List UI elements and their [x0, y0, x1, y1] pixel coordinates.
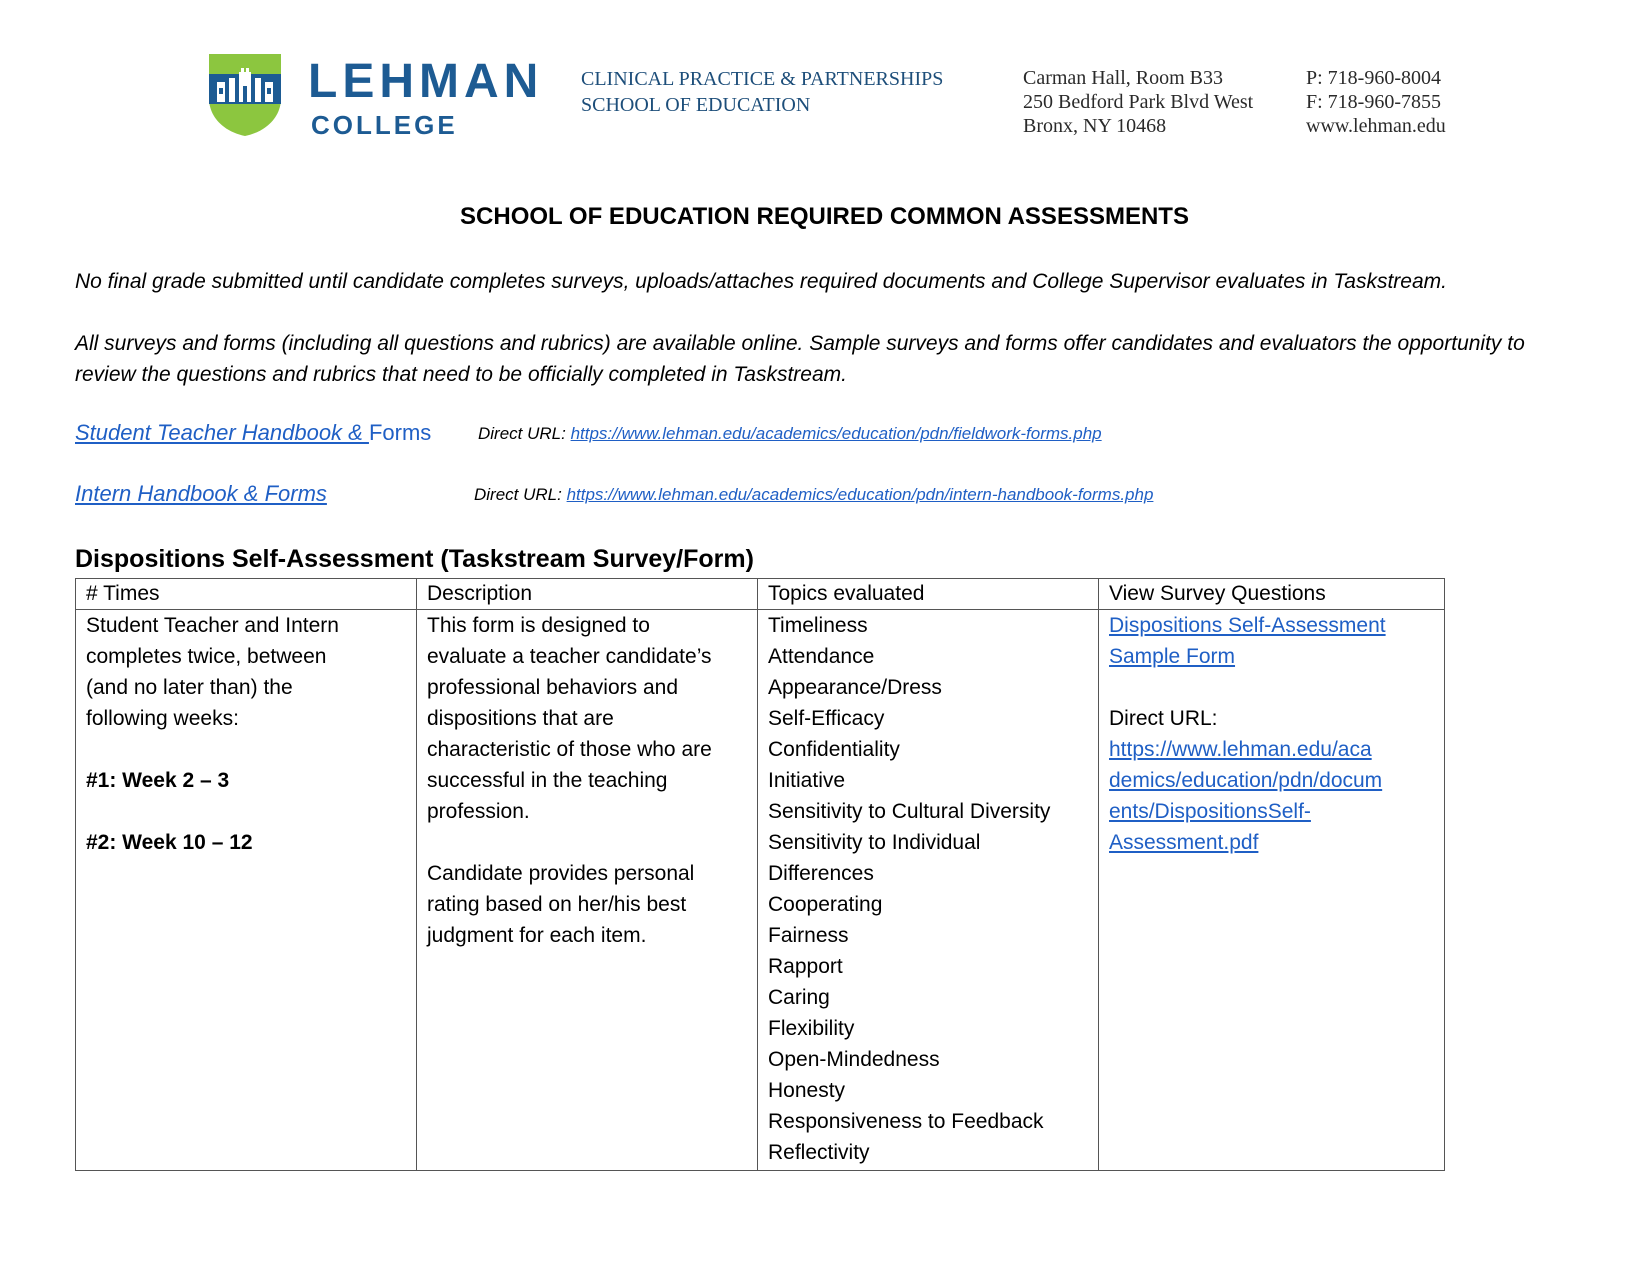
topic-item: Confidentiality	[768, 738, 900, 761]
times-line: completes twice, between	[86, 645, 327, 668]
department-line: CLINICAL PRACTICE & PARTNERSHIPS	[581, 68, 944, 90]
topic-item: Fairness	[768, 924, 849, 947]
view-survey-cell	[1099, 610, 1445, 1171]
topic-item: Caring	[768, 986, 830, 1009]
table-row	[76, 610, 1445, 1171]
description-line: rating based on her/his best	[427, 893, 687, 916]
section-title: Dispositions Self-Assessment (Taskstream Survey/Form)	[75, 545, 754, 573]
description-line: profession.	[427, 800, 530, 823]
column-header: # Times	[76, 579, 417, 610]
description-line: characteristic of those who are	[427, 738, 712, 761]
direct-url-label: Direct URL:	[1109, 707, 1218, 730]
brand-subtitle: COLLEGE	[311, 110, 458, 140]
topic-item: Self-Efficacy	[768, 707, 885, 730]
topic-item: Differences	[768, 862, 874, 885]
topic-item: Timeliness	[768, 614, 868, 637]
dispositions-pdf-url-link[interactable]: Assessment.pdf	[1109, 831, 1259, 854]
week-2-window: #2: Week 10 – 12	[86, 831, 253, 854]
fax-line: F: 718-960-7855	[1306, 91, 1441, 113]
dispositions-pdf-url-link[interactable]: https://www.lehman.edu/aca	[1109, 738, 1372, 761]
address-block	[1023, 66, 1253, 138]
topic-item: Sensitivity to Cultural Diversity	[768, 800, 1051, 823]
student-teacher-direct-url	[478, 419, 1102, 449]
description-line: This form is designed to	[427, 614, 650, 637]
assessment-table	[75, 578, 1445, 1171]
direct-url-label: Direct URL:	[474, 485, 567, 504]
student-teacher-handbook-link[interactable]: Student Teacher Handbook &	[75, 420, 369, 445]
description-line: evaluate a teacher candidate’s	[427, 645, 712, 668]
description-line: dispositions that are	[427, 707, 614, 730]
student-teacher-forms-link[interactable]: Forms	[368, 420, 432, 445]
brand-name: LEHMAN	[308, 55, 544, 108]
week-1-window: #1: Week 2 – 3	[86, 769, 230, 792]
times-line: following weeks:	[86, 707, 239, 730]
topics-cell	[758, 610, 1099, 1171]
grading-note: No final grade submitted until candidate completes surveys, uploads/attaches required documents and College Supervisor evaluates in Taskstream.	[75, 270, 1447, 293]
topic-item: Honesty	[768, 1079, 846, 1102]
description-line: Candidate provides personal	[427, 862, 695, 885]
topic-item: Sensitivity to Individual	[768, 831, 981, 854]
intern-direct-url	[474, 480, 1153, 510]
topic-item: Flexibility	[768, 1017, 855, 1040]
fieldwork-forms-url-link[interactable]: https://www.lehman.edu/academics/education/pdn/fieldwork-forms.php	[570, 424, 1102, 443]
topic-item: Open-Mindedness	[768, 1048, 940, 1071]
description-line: judgment for each item.	[427, 924, 647, 947]
availability-note: All surveys and forms (including all questions and rubrics) are available online. Sample surveys and forms offer candidates and evaluators the opportunity to review the questions and rubrics that need to be officially completed in Taskstream.	[75, 332, 1525, 386]
column-header: Description	[417, 579, 758, 610]
dispositions-pdf-url-link[interactable]: ents/DispositionsSelf-	[1109, 800, 1311, 823]
address-line: Bronx, NY 10468	[1023, 115, 1167, 137]
description-cell	[417, 610, 758, 1171]
times-line: (and no later than) the	[86, 676, 293, 699]
topic-item: Responsiveness to Feedback	[768, 1110, 1044, 1133]
sample-form-link[interactable]: Sample Form	[1109, 645, 1236, 668]
college-logo	[205, 52, 285, 138]
topic-item: Reflectivity	[768, 1141, 870, 1164]
topic-item: Attendance	[768, 645, 875, 668]
topic-item: Appearance/Dress	[768, 676, 942, 699]
description-line: successful in the teaching	[427, 769, 668, 792]
student-teacher-link-row	[75, 418, 431, 448]
department-block	[581, 66, 943, 118]
intern-link-row	[75, 479, 327, 509]
description-line: professional behaviors and	[427, 676, 678, 699]
website-line: www.lehman.edu	[1306, 115, 1446, 137]
table-header-row	[76, 579, 1445, 610]
document-title: SCHOOL OF EDUCATION REQUIRED COMMON ASSESSMENTS	[460, 203, 1189, 230]
department-line: SCHOOL OF EDUCATION	[581, 94, 811, 116]
topic-item: Initiative	[768, 769, 846, 792]
contact-block	[1306, 66, 1446, 138]
topic-item: Cooperating	[768, 893, 883, 916]
direct-url-label: Direct URL:	[478, 424, 571, 443]
topic-item: Rapport	[768, 955, 843, 978]
column-header: View Survey Questions	[1099, 579, 1445, 610]
intern-forms-url-link[interactable]: https://www.lehman.edu/academics/education/pdn/intern-handbook-forms.php	[566, 485, 1154, 504]
intern-handbook-link[interactable]: Intern Handbook & Forms	[75, 481, 327, 506]
times-line: Student Teacher and Intern	[86, 614, 339, 637]
address-line: Carman Hall, Room B33	[1023, 67, 1223, 89]
sample-form-link[interactable]: Dispositions Self-Assessment	[1109, 614, 1386, 637]
address-line: 250 Bedford Park Blvd West	[1023, 91, 1254, 113]
dispositions-pdf-url-link[interactable]: demics/education/pdn/docum	[1109, 769, 1383, 792]
times-cell	[76, 610, 417, 1171]
phone-line: P: 718-960-8004	[1306, 67, 1441, 89]
column-header: Topics evaluated	[758, 579, 1099, 610]
